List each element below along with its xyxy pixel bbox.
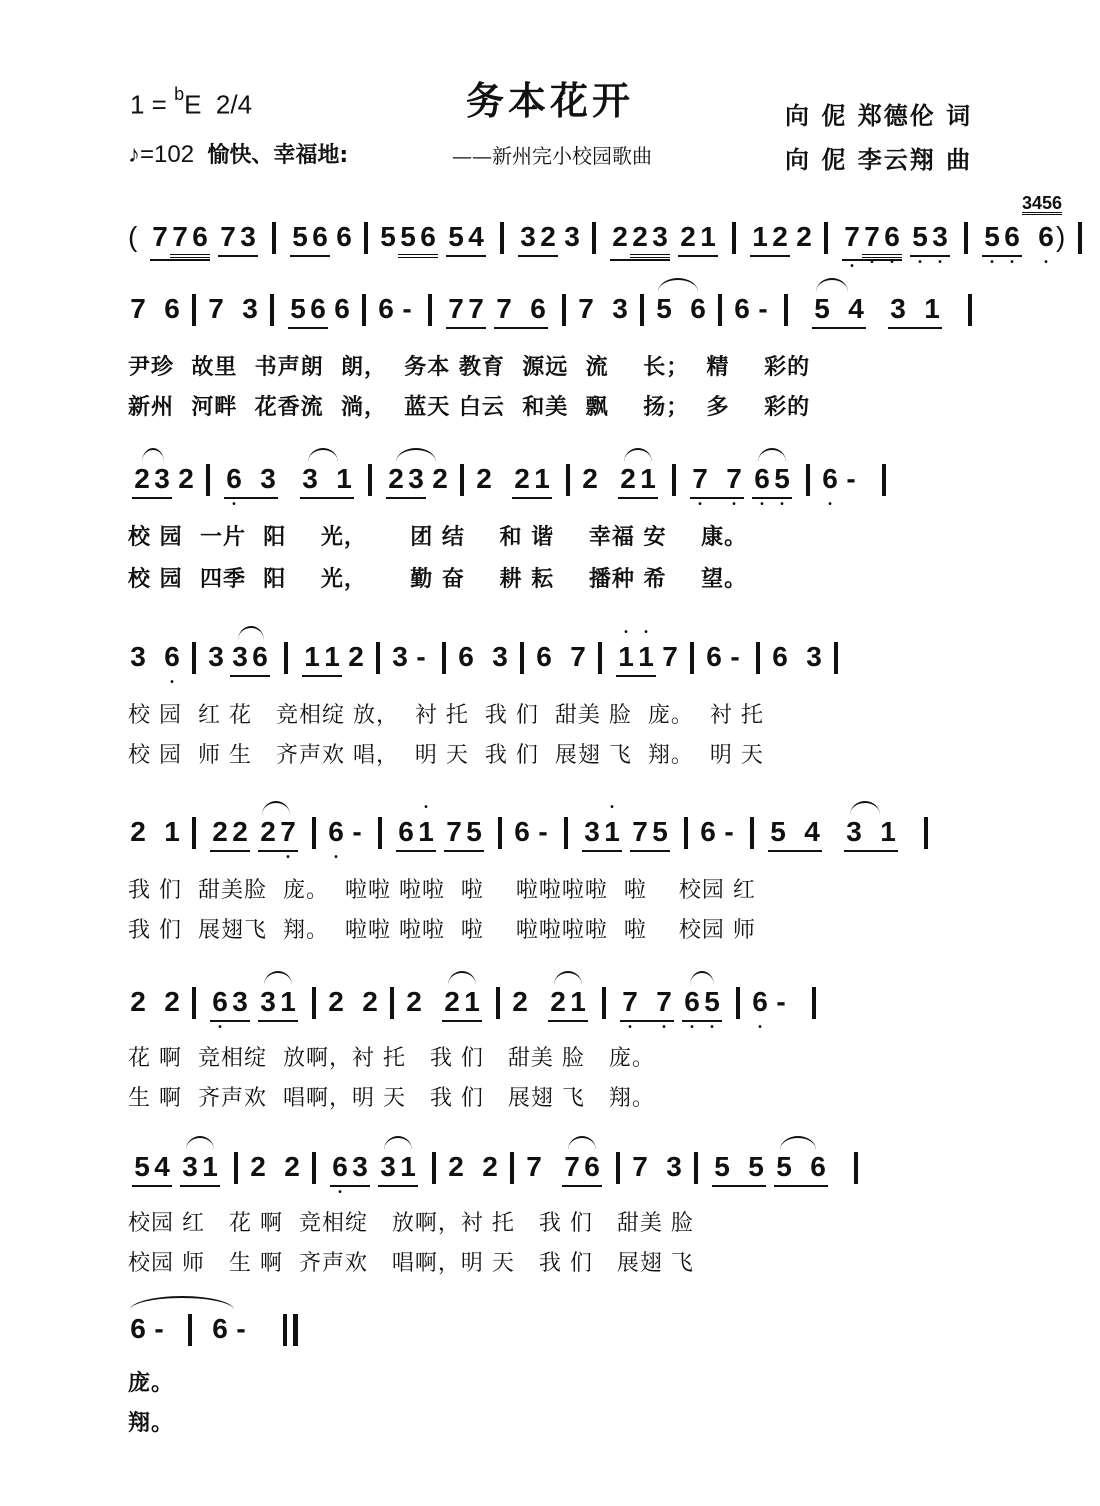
tempo-marking <box>128 138 348 169</box>
lyric-verse-2: 校 园 四季 阳 光， 勤 奋 耕 耘 播种 希 望。 <box>128 567 748 592</box>
notation-line: 7 6 7 3 5 6 6 6 - 7 7 7 6 7 3 5 6 6 - 5 4 3 1 <box>128 292 982 329</box>
lyric-verse-2: 新州 河畔 花香流 淌， 蓝天 白云 和美 飘 扬； 多 彩的 <box>128 395 811 420</box>
score-row-7 <box>128 1312 978 1436</box>
notation-line: 6 - 6 - <box>128 1312 301 1348</box>
lyric-verse-2: 我 们 展翅飞 翔。 啦啦 啦啦 啦 啦啦啦啦 啦 校园 师 <box>128 918 756 943</box>
score-row-intro <box>128 193 1066 264</box>
lyric-verse-1: 校园 红 花 啊 竞相绽 放啊，衬 托 我 们 甜美 脸 <box>128 1211 694 1236</box>
song-subtitle: ——新州完小校园歌曲 <box>452 144 652 168</box>
barline <box>272 222 276 254</box>
notation-line: 3 6 • 3 3 6 1 1 2 3 - 6 3 6 7 • 1 • 1 7 6 - 6 3 <box>128 640 848 677</box>
lyric-verse-1: 校 园 红 花 竞相绽 放， 衬 托 我 们 甜美 脸 庞。 衬 托 <box>128 703 764 728</box>
expression-text: 愉快、幸福地: <box>207 143 349 168</box>
score-row-3 <box>128 640 978 768</box>
flat-sign: b <box>174 84 185 104</box>
lyric-verse-2: 翔。 <box>128 1411 175 1436</box>
lyric-verse-2: 生 啊 齐声欢 唱啊，明 天 我 们 展翅 飞 翔。 <box>128 1086 655 1111</box>
score-row-1 <box>128 292 978 420</box>
tempo-value: =102 <box>140 141 195 168</box>
score-row-2 <box>128 462 978 592</box>
grace-notes: 3456 <box>1022 193 1063 213</box>
notation-line: 2 1 2 2 2 7 • 6 • - 6 • 1 7 5 6 - 3 • 1 7 5 6 - 5 4 3 1 <box>128 815 938 852</box>
lyric-verse-2: 校 园 师 生 齐声欢 唱， 明 天 我 们 展翅 飞 翔。 明 天 <box>128 743 764 768</box>
lyric-verse-1: 尹珍 故里 书声朗 朗， 务本 教育 源远 流 长； 精 彩的 <box>128 355 811 380</box>
final-barline <box>283 1314 287 1346</box>
lyric-verse-1: 校 园 一片 阳 光， 团 结 和 谐 幸福 安 康。 <box>128 525 748 550</box>
notation-line: 5 4 3 1 2 2 6 • 3 3 1 2 2 7 7 6 7 3 5 5 5 6 <box>128 1150 868 1187</box>
lyric-verse-2: 校园 师 生 啊 齐声欢 唱啊，明 天 我 们 展翅 飞 <box>128 1251 694 1276</box>
lyricist-credit: 向 伲 郑德伦 词 <box>785 102 973 130</box>
composer-credit: 向 伲 李云翔 曲 <box>785 146 973 174</box>
notation-line: 2 2 6 • 3 3 1 2 2 2 2 1 2 2 1 7 • 7 • 6 • 5 • 6 • - <box>128 985 826 1022</box>
notation-line: ( 7 7 6 7 3 5 6 6 5 5 6 5 4 3 2 3 2 2 3 2 1 1 2 2 7 • 7 • 6 • 5 • 3 • 5 • 6 • 3456 6 • ) <box>128 220 1092 261</box>
lyric-verse-1: 花 啊 竞相绽 放啊，衬 托 我 们 甜美 脸 庞。 <box>128 1046 655 1071</box>
key-note: E <box>184 89 202 120</box>
lyric-verse-1: 庞。 <box>128 1371 175 1396</box>
score-row-4 <box>128 815 978 943</box>
notation-line: 2 3 2 6 • 3 3 1 2 3 2 2 2 1 2 2 1 7 • 7 • 6 • 5 • 6 • - <box>128 462 896 499</box>
score-row-5 <box>128 985 978 1111</box>
lyric-verse-1: 我 们 甜美脸 庞。 啦啦 啦啦 啦 啦啦啦啦 啦 校园 红 <box>128 878 756 903</box>
time-signature: 2/4 <box>215 89 253 120</box>
key-label: 1 = <box>130 89 175 120</box>
score-row-6 <box>128 1150 978 1276</box>
eighth-note-icon: ♪ <box>128 141 140 168</box>
song-title: 务本花开 <box>465 79 634 123</box>
